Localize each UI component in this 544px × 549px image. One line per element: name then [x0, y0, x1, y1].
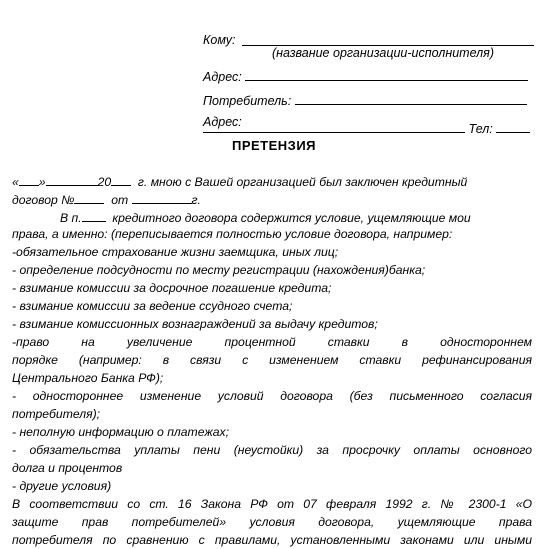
body-line: - неполную информацию о платежах; [12, 425, 229, 439]
phone-label: Тел: [468, 122, 493, 136]
document-title: ПРЕТЕНЗИЯ [232, 138, 317, 153]
address1-field [245, 68, 528, 81]
body-line: потребителя); [12, 407, 101, 421]
to-label: Кому: [203, 33, 236, 47]
body-line: - определение подсудности по месту регистрации (нахождения)банка; [12, 263, 426, 277]
date-line: « » 20 г. мною с Вашей организацией был заключен кредитный [12, 175, 468, 189]
body-line: - обязательства уплаты пени (неустойки) за просрочку оплаты основного [12, 443, 532, 457]
body-line: - взимание комиссии за досрочное погашение кредита; [12, 281, 332, 295]
phone-field [496, 120, 530, 133]
clause-line: В п. кредитного договора содержится условие, ущемляющие мои [60, 211, 471, 225]
day-field [19, 173, 39, 186]
body-line: потребителя по сравнению с правилами, установленными законами или иными [12, 533, 532, 547]
body-line: Центрального Банка РФ); [12, 371, 164, 385]
consumer-row [203, 92, 527, 108]
body-line: - взимание комиссионных вознаграждений за выдачу кредитов; [12, 317, 378, 331]
address1-row [203, 68, 528, 84]
body-line: долга и процентов [12, 461, 123, 475]
address2-field-row [203, 120, 530, 136]
body-line: - одностороннее изменение условий договора (без письменного согласия [12, 389, 532, 403]
address1-label: Адрес: [203, 70, 242, 84]
consumer-label: Потребитель: [203, 94, 292, 108]
body-line: защите прав потребителей» условия договора, ущемляющие права [12, 515, 532, 529]
address2-field [203, 120, 465, 133]
to-row [203, 33, 235, 47]
clause-field [82, 209, 106, 222]
body-line: права, а именно: (переписывается полностью условие договора, например: [12, 227, 453, 241]
address2-label: Адрес: [203, 115, 242, 129]
year-field [111, 173, 131, 186]
contract-line: договор № от г. [12, 193, 201, 207]
body-line: - другие условия) [12, 479, 112, 493]
body-line: порядке (например: в связи с изменением ставки рефинансирования [12, 353, 532, 367]
body-line: - взимание комиссии за ведение ссудного счета; [12, 299, 293, 313]
consumer-field [295, 92, 527, 105]
contract-date-field [132, 191, 192, 204]
body-line: -обязательное страхование жизни заемщика, иных лиц; [12, 245, 339, 259]
month-field [46, 173, 98, 186]
body-line: В соответствии со ст. 16 Закона РФ от 07 февраля 1992 г. № 2300-1 «О [12, 497, 532, 511]
to-hint: (название организации-исполнителя) [272, 46, 495, 60]
contract-number-field [74, 191, 104, 204]
body-line: -право на увеличение процентной ставки в одностороннем [12, 335, 532, 349]
